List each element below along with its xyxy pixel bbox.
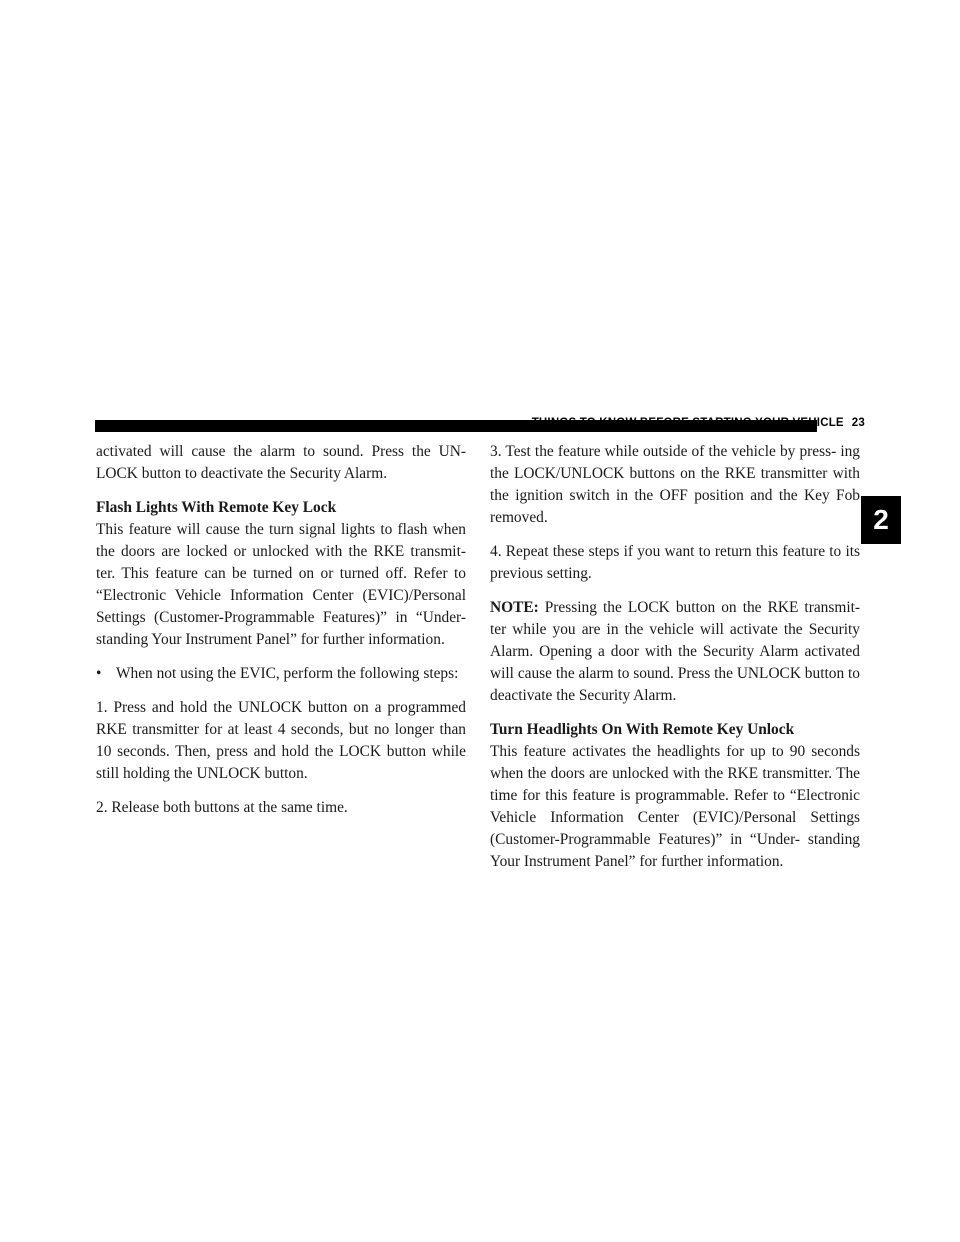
right-column [490, 441, 860, 873]
bullet-text: When not using the EVIC, perform the following steps: [116, 665, 459, 682]
paragraph: This feature will cause the turn signal lights to flash when the doors are locked or unlocked with the RKE transmit- ter. This feature can be turned on or turned off. Refer to “Electronic Vehicle Information Center (EVIC)/Personal Settings (Customer-Programmable Features)” in “Under- standing Your Instrument Panel” for further information. [96, 521, 466, 648]
note [490, 597, 860, 707]
step-2: 2. Release both buttons at the same time. [96, 799, 348, 816]
bullet-icon: • [96, 665, 102, 682]
paragraph: This feature activates the headlights for up to 90 seconds when the doors are unlocked with the RKE transmitter. The time for this feature is programmable. Refer to “Electronic Vehicle Information Center (EVIC)/Personal Settings (Customer-Programmable Features)” in “Under- standing Your Instrument Panel” for further information. [490, 743, 860, 870]
section-heading-flash-lights: Flash Lights With Remote Key Lock [96, 499, 337, 516]
paragraph: activated will cause the alarm to sound. Press the UN- LOCK button to deactivate the Security Alarm. [96, 443, 466, 482]
chapter-tab: 2 [861, 496, 901, 544]
left-column [96, 441, 466, 831]
note-label: NOTE: [490, 599, 539, 616]
header-title: THINGS TO KNOW BEFORE STARTING YOUR VEHICLE [531, 417, 844, 429]
step-1: 1. Press and hold the UNLOCK button on a programmed RKE transmitter for at least 4 seconds, but no longer than 10 seconds. Then, press and hold the LOCK button while still holding the UNLOCK button. [96, 699, 466, 782]
step-4: 4. Repeat these steps if you want to return this feature to its previous setting. [490, 543, 860, 582]
section-heading-headlights: Turn Headlights On With Remote Key Unlock [490, 721, 795, 738]
step-3: 3. Test the feature while outside of the vehicle by press- ing the LOCK/UNLOCK buttons on the RKE transmitter with the ignition switch in the OFF position and the Key Fob removed. [490, 443, 860, 526]
bullet-item [96, 663, 466, 685]
note-text: Pressing the LOCK button on the RKE transmit- ter while you are in the vehicle will activate the Security Alarm. Opening a door with the Security Alarm activated will cause the alarm to sound. Press the UNLOCK button to deactivate the Security Alarm. [490, 599, 860, 704]
running-header [505, 417, 865, 429]
page-number: 23 [851, 417, 865, 429]
